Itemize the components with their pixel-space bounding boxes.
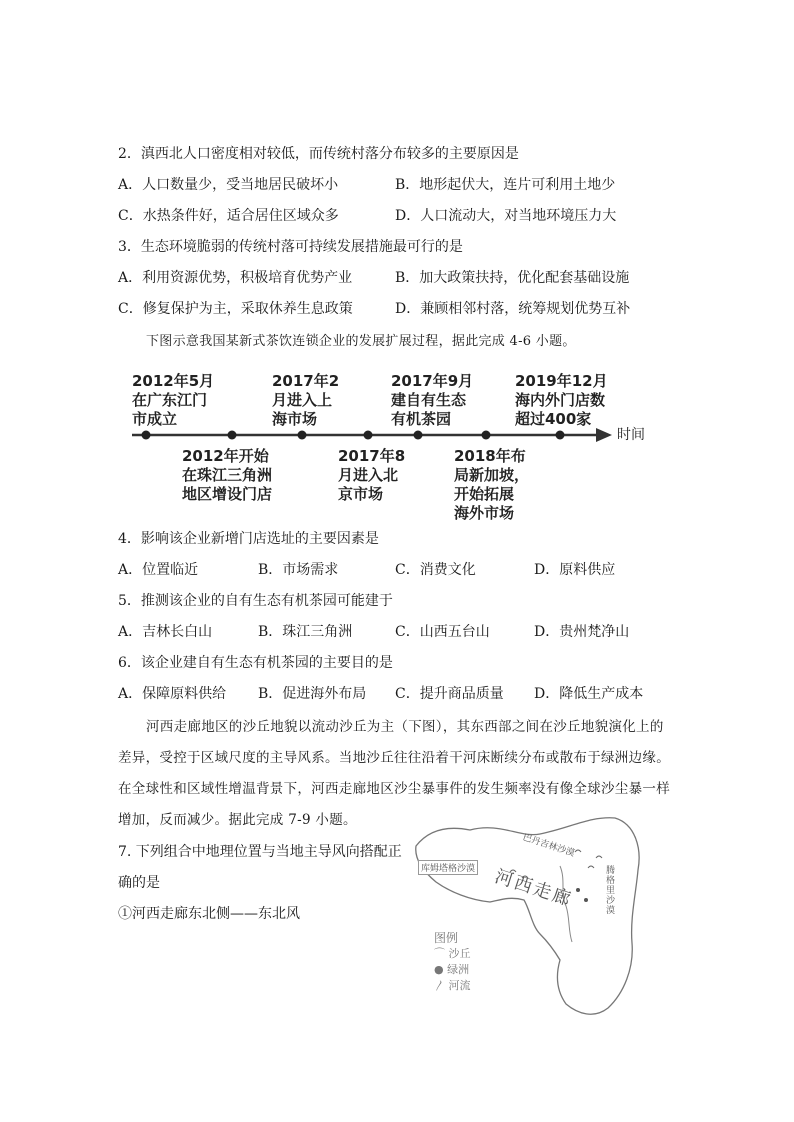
dune-legend-icon: ⌒ [434, 947, 449, 960]
timeline-event-bottom-3: 2018年布 局新加坡， 开始拓展 海外市场 [454, 447, 530, 522]
q6-stem: 6．该企业建自有生态有机茶园的主要目的是 [118, 655, 393, 671]
timeline-dot-7 [556, 431, 565, 440]
timeline-event-top-4: 2019年12月 海内外门店数 超过400家 [515, 372, 608, 428]
timeline-event-bottom-2: 2017年8 月进入北 京市场 [338, 447, 406, 503]
timeline-axis-label: 时间 [617, 427, 645, 443]
q3-stem: 3．生态环境脆弱的传统村落可持续发展措施最可行的是 [118, 239, 463, 255]
map-label-hexi: 河西走廊 [492, 866, 575, 911]
q2-option-b: B．地形起伏大，连片可利用土地少 [395, 177, 616, 193]
map-label-kumtag: 库姆塔格沙漠 [418, 860, 478, 875]
q2-stem: 2．滇西北人口密度相对较低，而传统村落分布较多的主要原因是 [118, 146, 519, 162]
intro-7-9-line-1: 河西走廊地区的沙丘地貌以流动沙丘为主（下图），其东西部之间在沙丘地貌演化上的 [146, 719, 664, 735]
q5-option-d: D．贵州梵净山 [534, 624, 630, 640]
timeline-dot-2 [228, 431, 237, 440]
q5-option-a: A．吉林长白山 [118, 624, 213, 640]
q6-option-b: B．促进海外布局 [258, 686, 367, 702]
q4-stem: 4．影响该企业新增门店选址的主要因素是 [118, 531, 379, 547]
q6-option-a: A．保障原料供给 [118, 686, 227, 702]
map-label-tengger: 腾格里沙漠 [606, 866, 616, 916]
q6-option-c: C．提升商品质量 [395, 686, 504, 702]
intro-7-9-line-4: 增加，反而减少。据此完成 7-9 小题。 [118, 812, 357, 828]
map-legend [434, 930, 494, 994]
legend-dune: ⌒ 沙丘 [434, 947, 471, 960]
q7-stem-line-1: 7. 下列组合中地理位置与当地主导风向搭配正 [118, 844, 402, 860]
river-legend-icon: 〳 [434, 979, 449, 992]
intro-4-6: 下图示意我国某新式茶饮连锁企业的发展扩展过程，据此完成 4-6 小题。 [146, 334, 576, 349]
timeline-dot-3 [298, 431, 307, 440]
timeline-event-bottom-1: 2012年开始 在珠江三角洲 地区增设门店 [182, 447, 273, 503]
timeline-dot-6 [482, 431, 491, 440]
legend-title: 图例 [434, 931, 459, 945]
legend-river: 〳 河流 [434, 979, 471, 992]
q5-option-c: C．山西五台山 [395, 624, 490, 640]
q6-option-d: D．降低生产成本 [534, 686, 644, 702]
hexi-corridor-map [410, 808, 650, 1023]
q3-option-c: C．修复保护为主，采取休养生息政策 [118, 301, 353, 317]
timeline-dot-4 [364, 431, 373, 440]
intro-7-9-line-2: 差异，受控于区域尺度的主导风系。当地沙丘往往沿着干河床断续分布或散布于绿洲边缘。 [118, 750, 670, 766]
timeline-dot-1 [142, 431, 151, 440]
q3-option-d: D．兼顾相邻村落，统筹规划优势互补 [395, 301, 631, 317]
q7-item-1: ①河西走廊东北侧——东北风 [118, 906, 300, 922]
oasis-legend-icon: ● [434, 963, 448, 976]
timeline-event-top-2: 2017年2 月进入上 海市场 [272, 372, 340, 428]
timeline-figure [120, 365, 660, 520]
q4-option-d: D．原料供应 [534, 562, 616, 578]
timeline-event-top-3: 2017年9月 建自有生态 有机茶园 [391, 372, 474, 428]
intro-7-9-line-3: 在全球性和区域性增温背景下，河西走廊地区沙尘暴事件的发生频率没有像全球沙尘暴一样 [118, 781, 670, 797]
q3-option-b: B．加大政策扶持，优化配套基础设施 [395, 270, 630, 286]
q5-stem: 5．推测该企业的自有生态有机茶园可能建于 [118, 593, 393, 609]
q4-option-b: B．市场需求 [258, 562, 339, 578]
timeline-event-top-1: 2012年5月 在广东江门 市成立 [132, 372, 215, 428]
timeline-dot-5 [414, 431, 423, 440]
q5-option-b: B．珠江三角洲 [258, 624, 353, 640]
q3-option-a: A．利用资源优势，积极培育优势产业 [118, 270, 353, 286]
q2-option-c: C．水热条件好，适合居住区域众多 [118, 208, 339, 224]
q2-option-a: A．人口数量少，受当地居民破坏小 [118, 177, 339, 193]
q4-option-c: C．消费文化 [395, 562, 476, 578]
q2-option-d: D．人口流动大，对当地环境压力大 [395, 208, 617, 224]
map-label-badain: 巴丹吉林沙漠 [521, 832, 576, 860]
q7-stem-line-2: 确的是 [118, 875, 160, 891]
q4-option-a: A．位置临近 [118, 562, 199, 578]
legend-oasis: ● 绿洲 [434, 963, 470, 976]
